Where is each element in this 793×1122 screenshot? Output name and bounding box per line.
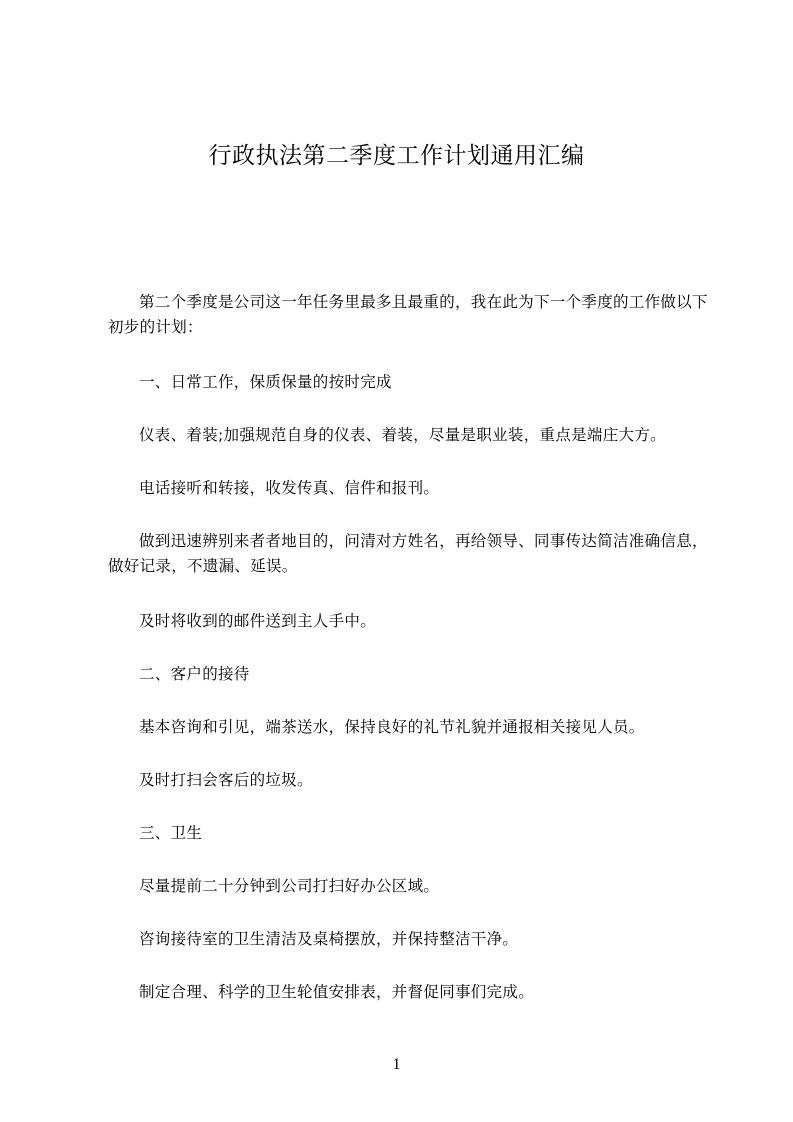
section-heading-reception: 二、客户的接待 — [139, 665, 250, 683]
paragraph-phone: 电话接听和转接，收发传真、信件和报刊。 — [139, 479, 440, 497]
page-number: 1 — [392, 1056, 401, 1073]
document-title: 行政执法第二季度工作计划通用汇编 — [208, 143, 585, 169]
paragraph-visitors: 做到迅速辨别来者者地目的，问清对方姓名，再给领导、同事传达简洁准确信息，做好记录，不遗漏、延误。 — [108, 532, 708, 575]
paragraph-cleanup: 及时打扫会客后的垃圾。 — [139, 771, 313, 789]
paragraph-mail: 及时将收到的邮件送到主人手中。 — [139, 612, 377, 630]
section-heading-daily-work: 一、日常工作，保质保量的按时完成 — [139, 373, 392, 391]
paragraph-duty-roster: 制定合理、科学的卫生轮值安排表，并督促同事们完成。 — [139, 983, 535, 1001]
paragraph-attire: 仪表、着装;加强规范自身的仪表、着装，尽量是职业装，重点是端庄大方。 — [139, 426, 666, 444]
section-heading-hygiene: 三、卫生 — [139, 824, 203, 842]
intro-paragraph: 第二个季度是公司这一年任务里最多且最重的，我在此为下一个季度的工作做以下初步的计划： — [108, 293, 708, 336]
paragraph-consulting: 基本咨询和引见，端茶送水，保持良好的礼节礼貌并通报相关接见人员。 — [139, 718, 645, 736]
paragraph-reception-room: 咨询接待室的卫生清洁及桌椅摆放，并保持整洁干净。 — [139, 930, 519, 948]
paragraph-early-cleaning: 尽量提前二十分钟到公司打扫好办公区域。 — [139, 877, 440, 895]
